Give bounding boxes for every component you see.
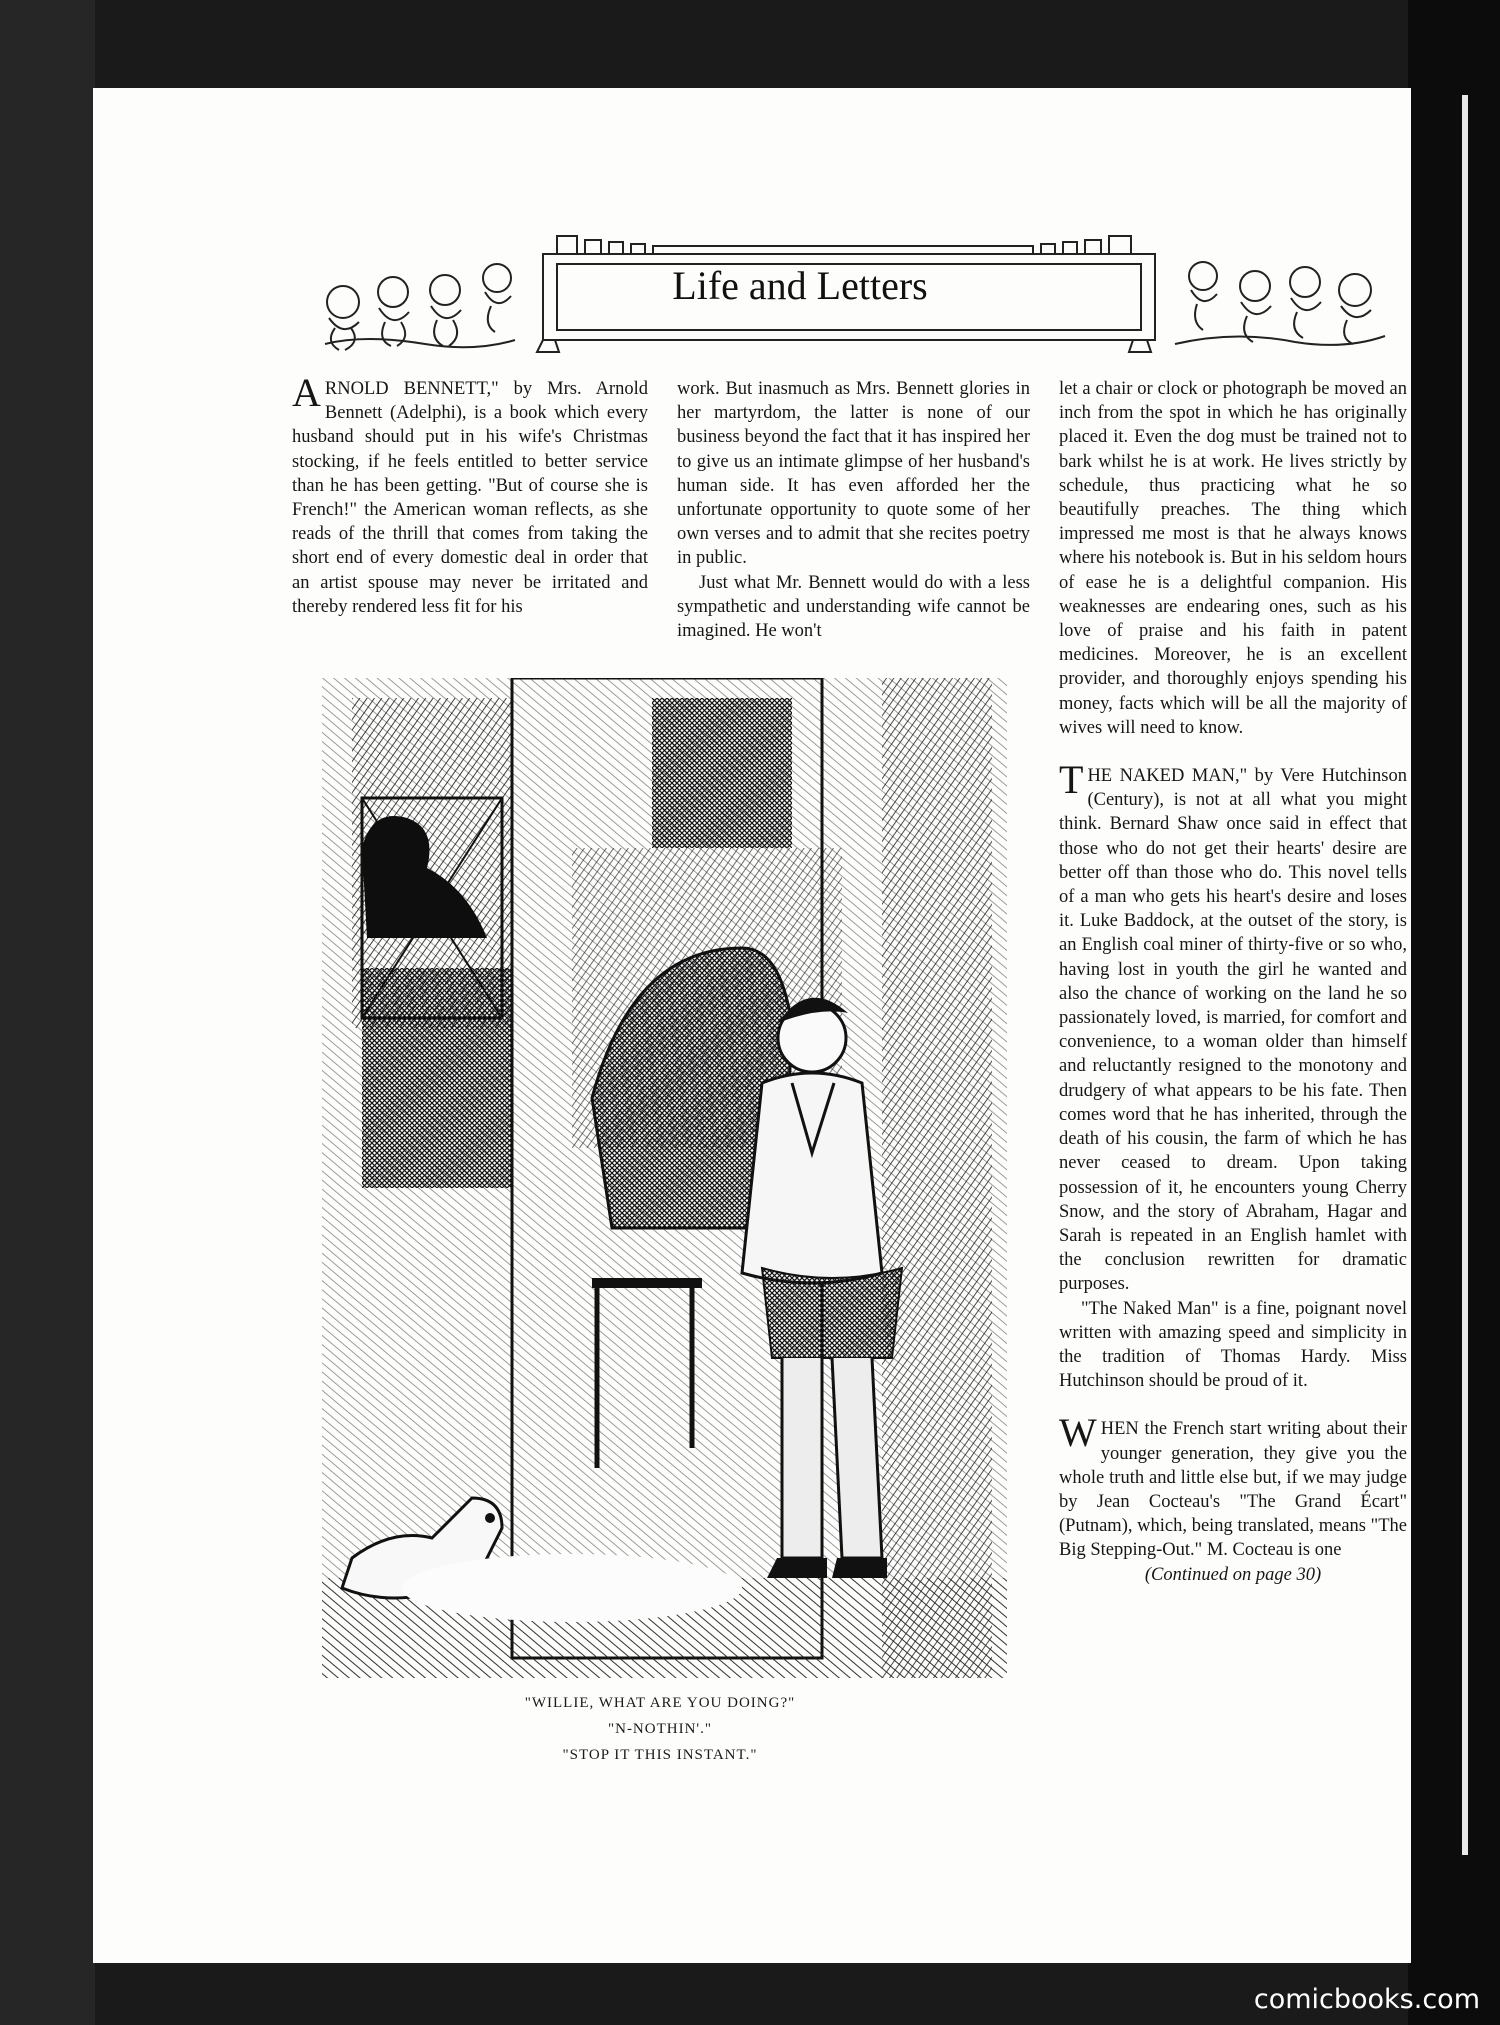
bennett-review-paragraph: ARNOLD BENNETT," by Mrs. Arnold Bennett (Adelphi), is a book which every husband should put in his wife's Christmas stocking, if he feels entitled to better service than he has been getting. "But of course she is French!" the American woman reflects, as she reads of the thrill that comes from taking the short end of every domestic deal in order that an artist spouse may never be irritated and thereby rendered less fit for his — [292, 370, 648, 617]
right-scan-border — [1408, 0, 1500, 2025]
continued-on-page: (Continued on page 30) — [1144, 1564, 1322, 1585]
page-title: Life and Letters — [672, 263, 928, 308]
naked-man-review-paragraph-2: "The Naked Man" is a fine, poignant novel written with amazing speed and simplicity in the tradition of Thomas Hardy. Miss Hutchinson should be proud of it. — [1059, 1298, 1407, 1392]
left-scan-border — [0, 0, 95, 2025]
naked-man-review-paragraph: THE NAKED MAN," by Vere Hutchinson (Century), is not at all what you might think. Bernard Shaw once said in effect that those who do not get their hearts' desire are better off than those who do. This novel tells of a man who gets his heart's desire and loses it. Luke Baddock, at the outset of the story, is an English coal miner of thirty-five or so who, having lost in youth the girl he wanted and also the chance of working on the land he so passionately loved, is married, for comfort and convenience, to a woman older than himself and reluctantly resigned to the monotony and drudgery of what appears to be his fate. Then comes word that he has inherited, through the death of his cousin, the farm of which he has never ceased to dream. Upon taking possession of it, he encounters young Cherry Snow, and the story of Abraham, Hagar and Sarah is repeated in an English hamlet with the conclusion rewritten for dramatic purposes. — [1059, 757, 1407, 1295]
adjacent-page-edge — [1462, 95, 1468, 1855]
cocteau-review-paragraph: WHEN the French start writing about their younger generation, they give you the whole truth and little else but, if we may judge by Jean Cocteau's "The Grand Écart" (Putnam), which, being translated, means "The Big Stepping-Out." M. Cocteau is one — [1059, 1410, 1407, 1561]
drop-cap: T — [1059, 757, 1084, 803]
bennett-review-continued: work. But inasmuch as Mrs. Bennett glories in her martyrdom, the latter is none of our business beyond the fact that it has inspired her to give us an intimate glimpse of her husband's human side. It has even afforded her the unfortunate opportunity to quote some of her own verses and to admit that she recites poetry in public. — [677, 379, 1030, 569]
caption-line-3: "STOP IT THIS INSTANT." — [562, 1747, 758, 1763]
article-column-1 — [292, 370, 648, 619]
drop-cap: W — [1059, 1410, 1097, 1456]
article-column-2 — [677, 377, 1030, 643]
caption-line-1: "WILLIE, WHAT ARE YOU DOING?" — [524, 1695, 796, 1711]
illustration-caption — [470, 1690, 850, 1768]
watermark: comicbooks.com — [1253, 1984, 1480, 2015]
bennett-review-conclusion: let a chair or clock or photograph be moved an inch from the spot in which he has originally placed it. Even the dog must be trained not to bark whilst he is at work. He lives strictly by schedule, thus practicing what he so beautifully preaches. The thing which impressed me most is that he always knows where his notebook is. But in his seldom hours of ease he is a delightful companion. His weaknesses are endearing ones, such as his love of praise and his faith in patent medicines. Moreover, he is an excellent provider, and thoroughly enjoys spending his money, facts which will be all the majority of wives will need to know. — [1059, 379, 1407, 738]
bennett-review-paragraph-2: Just what Mr. Bennett would do with a less sympathetic and understanding wife cannot be imagined. He won't — [677, 572, 1030, 642]
article-column-3 — [1059, 377, 1407, 1587]
boy-and-dog-illustration — [322, 678, 1007, 1678]
drop-cap: A — [292, 370, 321, 415]
caption-line-2: "N-NOTHIN'." — [607, 1721, 712, 1737]
